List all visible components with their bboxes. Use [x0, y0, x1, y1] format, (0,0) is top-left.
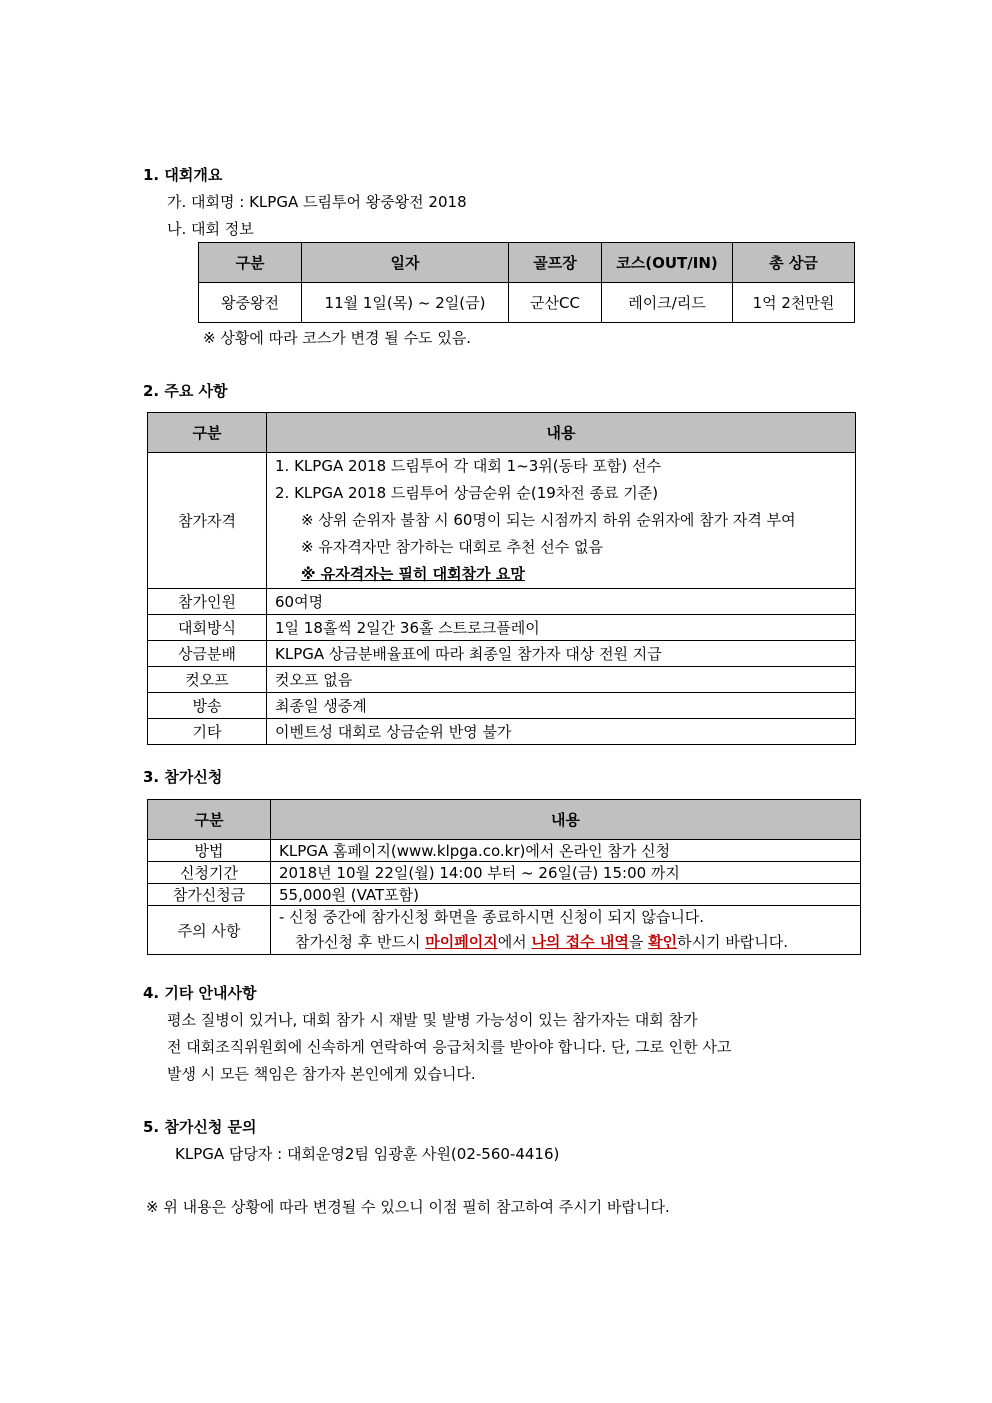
- cell-value: 1일 18홀씩 2일간 36홀 스트로크플레이: [267, 615, 856, 641]
- cell-label: 참가인원: [148, 589, 267, 615]
- section-1-heading: 1. 대회개요: [143, 166, 223, 184]
- cell-value: 최종일 생중계: [267, 693, 856, 719]
- cell-value: 2018년 10월 22일(월) 14:00 부터 ~ 26일(금) 15:00 까지: [271, 862, 861, 884]
- cell-label: 신청기간: [148, 862, 271, 884]
- table-row: [148, 641, 856, 667]
- caution-line: - 신청 중간에 참가신청 화면을 종료하시면 신청이 되지 않습니다.: [279, 908, 705, 926]
- cell-label: 기타: [148, 719, 267, 745]
- header-content: 내용: [267, 413, 856, 453]
- receipt-history-text: 나의 접수 내역: [531, 933, 629, 951]
- header-total-prize: 총 상금: [733, 243, 855, 283]
- section-2-heading: 2. 주요 사항: [143, 382, 228, 400]
- cell-course: 레이크/리드: [602, 283, 733, 323]
- table-row: [148, 615, 856, 641]
- table-row: [148, 693, 856, 719]
- key-details-table: [147, 412, 856, 745]
- cell-label: 방법: [148, 840, 271, 862]
- header-category: 구분: [148, 800, 271, 840]
- cell-total-prize: 1억 2천만원: [733, 283, 855, 323]
- mypage-link-text: 마이페이지: [425, 933, 498, 951]
- cell-label: 대회방식: [148, 615, 267, 641]
- qualification-line: 2. KLPGA 2018 드림투어 상금순위 순(19차전 종료 기준): [275, 484, 659, 502]
- header-content: 내용: [271, 800, 861, 840]
- table-row: [148, 884, 861, 906]
- footer-note: ※ 위 내용은 상황에 따라 변경될 수 있으니 이점 필히 참고하여 주시기 바랍니다.: [146, 1198, 670, 1216]
- confirm-text: 확인: [648, 933, 678, 951]
- cell-label: 컷오프: [148, 667, 267, 693]
- cell-caution-label: 주의 사항: [148, 906, 271, 955]
- qualification-note: ※ 상위 순위자 불참 시 60명이 되는 시점까지 하위 순위자에 참가 자격 부여: [301, 511, 796, 529]
- cell-label: 방송: [148, 693, 267, 719]
- course-change-note: ※ 상황에 따라 코스가 변경 될 수도 있음.: [203, 329, 472, 347]
- header-date: 일자: [302, 243, 509, 283]
- table-row: [148, 862, 861, 884]
- cell-label: 참가신청금: [148, 884, 271, 906]
- table-row: [148, 589, 856, 615]
- notice-line: 발생 시 모든 책임은 참가자 본인에게 있습니다.: [167, 1065, 476, 1083]
- tournament-info-line: 나. 대회 정보: [167, 220, 254, 238]
- cell-value: 55,000원 (VAT포함): [271, 884, 861, 906]
- cell-golf-course: 군산CC: [509, 283, 602, 323]
- cell-value: KLPGA 상금분배율표에 따라 최종일 참가자 대상 전원 지급: [267, 641, 856, 667]
- cell-caution-content: [271, 906, 861, 955]
- cell-value: 컷오프 없음: [267, 667, 856, 693]
- application-table: [147, 799, 861, 955]
- header-golf-course: 골프장: [509, 243, 602, 283]
- cell-category: 왕중왕전: [199, 283, 302, 323]
- cell-qualification-label: 참가자격: [148, 453, 267, 589]
- table-row: [148, 906, 861, 955]
- table-row: [148, 667, 856, 693]
- section-3-heading: 3. 참가신청: [143, 768, 223, 786]
- table-row: [148, 719, 856, 745]
- cell-value: KLPGA 홈페이지(www.klpga.co.kr)에서 온라인 참가 신청: [271, 840, 861, 862]
- table-row: [148, 453, 856, 589]
- contact-line: KLPGA 담당자 : 대회운영2팀 임광훈 사원(02-560-4416): [175, 1145, 560, 1163]
- header-category: 구분: [199, 243, 302, 283]
- cell-value: 60여명: [267, 589, 856, 615]
- header-course: 코스(OUT/IN): [602, 243, 733, 283]
- section-5-heading: 5. 참가신청 문의: [143, 1118, 257, 1136]
- tournament-name-line: 가. 대회명 : KLPGA 드림투어 왕중왕전 2018: [167, 193, 467, 211]
- cell-value: 이벤트성 대회로 상금순위 반영 불가: [267, 719, 856, 745]
- caution-line: 참가신청 후 반드시 마이페이지에서 나의 접수 내역을 확인하시기 바랍니다.: [295, 933, 789, 951]
- header-category: 구분: [148, 413, 267, 453]
- cell-date: 11월 1일(목) ~ 2일(금): [302, 283, 509, 323]
- table-row: [148, 840, 861, 862]
- cell-label: 상금분배: [148, 641, 267, 667]
- notice-line: 전 대회조직위원회에 신속하게 연락하여 응급처치를 받아야 합니다. 단, 그로 인한 사고: [167, 1038, 732, 1056]
- qualification-emphasis-note: ※ 유자격자는 필히 대회참가 요망: [301, 565, 525, 583]
- qualification-line: 1. KLPGA 2018 드림투어 각 대회 1~3위(동타 포함) 선수: [275, 457, 661, 475]
- notice-line: 평소 질병이 있거나, 대회 참가 시 재발 및 발병 가능성이 있는 참가자는 대회 참가: [167, 1011, 698, 1029]
- qualification-note: ※ 유자격자만 참가하는 대회로 추천 선수 없음: [301, 538, 603, 556]
- table-row: [199, 283, 855, 323]
- tournament-info-table: [198, 242, 855, 323]
- section-4-heading: 4. 기타 안내사항: [143, 984, 257, 1002]
- cell-qualification-content: [267, 453, 856, 589]
